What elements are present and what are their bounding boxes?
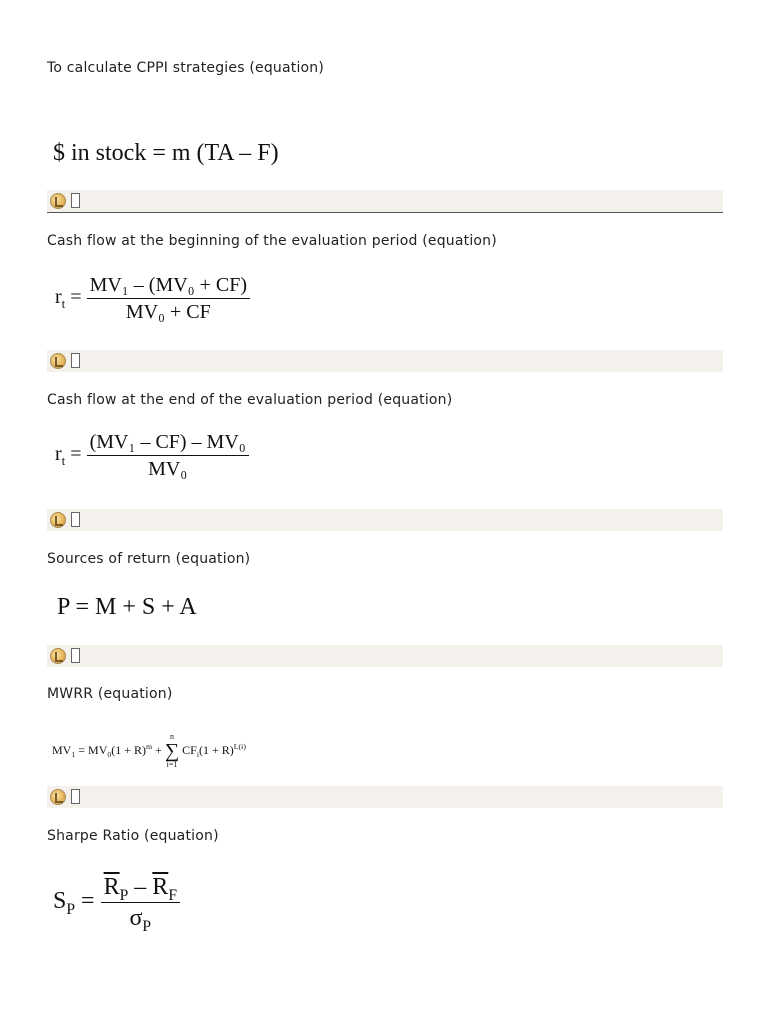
fraction-numerator: (MV₁ – CF) – MV₀	[87, 432, 249, 456]
equation-cf-end	[55, 432, 249, 479]
equation-cppi-lhs: $ in stock	[53, 140, 147, 166]
section-label-cppi: To calculate CPPI strategies (equation)	[47, 60, 325, 76]
mean-risk-free-rate-sub: F	[168, 886, 177, 904]
equation-cf-beginning-lhs-sub: t	[61, 296, 66, 312]
section-label-cf-end: Cash flow at the end of the evaluation period (equation)	[47, 392, 453, 408]
equation-cppi-equals: =	[152, 140, 166, 166]
fraction	[101, 874, 180, 935]
audio-bar	[47, 645, 723, 667]
equation-sharpe-lhs-sub: P	[66, 900, 76, 918]
summation-sigma: ∑	[164, 740, 180, 762]
audio-play-icon[interactable]	[50, 512, 66, 528]
equation-mwrr-plus: +	[155, 742, 162, 757]
equation-cppi-rhs: m (TA – F)	[171, 140, 279, 166]
audio-play-icon[interactable]	[50, 648, 66, 664]
fraction	[87, 275, 250, 322]
mean-return-portfolio: $\overline{R}$	[103, 874, 120, 900]
summation-upper: n	[170, 732, 175, 741]
missing-glyph-box	[71, 512, 80, 527]
equation-mwrr-lhs-sub: 1	[71, 750, 76, 760]
fraction-denominator	[101, 903, 180, 935]
equation-mwrr-term2-sup: L(i)	[233, 741, 246, 751]
missing-glyph-box	[71, 789, 80, 804]
fraction-denominator: MV₀ + CF	[125, 301, 211, 323]
equation-mwrr-lhs: MV	[52, 742, 72, 757]
equation-mwrr-term1: MV	[88, 742, 108, 757]
audio-play-icon[interactable]	[50, 353, 66, 369]
equation-mwrr-term1-sub: 0	[107, 750, 112, 760]
equation-mwrr-term1-rest: (1 + R)	[111, 742, 147, 757]
equation-mwrr-term2: CF	[182, 742, 197, 757]
equation-mwrr-term2-sub: i	[196, 750, 200, 760]
equation-mwrr-equals: =	[78, 742, 86, 757]
summation-lower: i=1	[166, 760, 178, 769]
sigma-portfolio: σ	[129, 905, 143, 931]
equation-cf-beginning	[55, 275, 250, 322]
summation	[165, 733, 179, 769]
sigma-portfolio-sub: P	[142, 917, 152, 935]
fraction-minus: –	[134, 874, 147, 900]
fraction-denominator: MV₀	[148, 458, 188, 480]
section-label-mwrr: MWRR (equation)	[47, 686, 173, 702]
missing-glyph-box	[71, 648, 80, 663]
equation-mwrr-term1-sup: m	[146, 741, 153, 751]
audio-bar	[47, 350, 723, 372]
section-label-sharpe: Sharpe Ratio (equation)	[47, 828, 219, 844]
equation-mwrr-term2-rest: (1 + R)	[199, 742, 234, 757]
fraction-numerator: MV₁ – (MV₀ + CF)	[87, 275, 250, 299]
section-label-sources-return: Sources of return (equation)	[47, 551, 251, 567]
equation-mwrr	[52, 733, 246, 769]
equation-cf-beginning-lhs: r	[55, 286, 62, 309]
missing-glyph-box	[71, 193, 80, 208]
missing-glyph-box	[71, 353, 80, 368]
equation-cf-end-equals: =	[70, 443, 82, 466]
audio-bar	[47, 786, 723, 808]
audio-bar	[47, 190, 723, 213]
equation-sharpe	[53, 874, 180, 935]
fraction	[87, 432, 249, 479]
mean-risk-free-rate: $\overline{R}$	[152, 874, 169, 900]
audio-bar	[47, 509, 723, 531]
equation-cf-end-lhs: r	[55, 443, 62, 466]
equation-sharpe-equals: =	[81, 888, 95, 915]
mean-return-portfolio-sub: P	[119, 886, 129, 904]
section-label-cf-beginning: Cash flow at the beginning of the evaluation period (equation)	[47, 233, 497, 249]
audio-play-icon[interactable]	[50, 789, 66, 805]
equation-sharpe-lhs: S	[53, 888, 67, 915]
audio-play-icon[interactable]	[50, 193, 66, 209]
equation-cf-end-lhs-sub: t	[61, 453, 66, 469]
equation-cppi	[53, 141, 279, 165]
equation-sources-return: P = M + S + A	[57, 594, 197, 620]
equation-cf-beginning-equals: =	[70, 286, 82, 309]
fraction-numerator	[101, 875, 180, 903]
